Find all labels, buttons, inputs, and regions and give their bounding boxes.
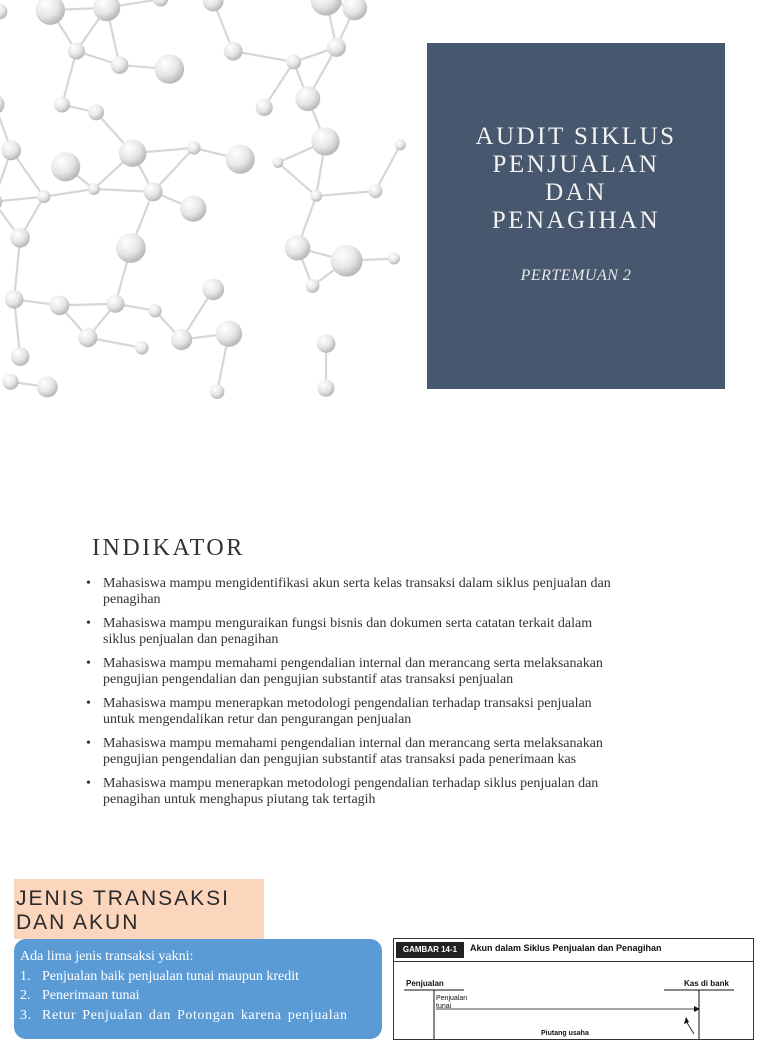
list-item <box>86 616 696 648</box>
indicator-list <box>86 576 696 816</box>
bullet-icon: • <box>86 776 91 792</box>
molecule-node <box>286 55 301 70</box>
molecule-node <box>395 139 406 150</box>
molecule-node <box>311 127 339 155</box>
molecule-node <box>37 190 50 203</box>
item-number: 3. <box>20 1006 32 1026</box>
item-line: siklus penjualan dan penagihan <box>103 632 278 647</box>
list-item <box>86 696 696 728</box>
molecule-node <box>135 341 149 355</box>
molecule-node <box>153 0 168 7</box>
heading-line: DAN AKUN <box>16 911 230 935</box>
list-item <box>86 576 696 608</box>
molecule-node <box>368 184 382 198</box>
molecule-node <box>5 290 24 309</box>
slide-title <box>427 123 725 235</box>
bullet-icon: • <box>86 656 91 672</box>
molecule-node <box>2 374 18 390</box>
molecule-node <box>0 4 7 19</box>
molecule-node <box>36 0 65 25</box>
molecule-node <box>310 190 322 202</box>
item-line: pengujian pengendalian dan pengujian substantif atas transaksi pada penerimaan kas <box>103 752 576 767</box>
list-item <box>20 967 370 987</box>
figure-badge: GAMBAR 14-1 <box>396 942 464 958</box>
molecule-node <box>327 38 346 57</box>
molecule-network-image <box>0 0 384 432</box>
title-line: PENJUALAN <box>427 151 725 179</box>
intro-text: Ada lima jenis transaksi yakni: <box>20 947 370 967</box>
item-line: Mahasiswa mampu memahami pengendalian internal dan merancang serta melaksanakan <box>103 656 603 671</box>
heading-line: JENIS TRANSAKSI <box>16 887 230 911</box>
transaction-list-box <box>14 939 382 1039</box>
title-line: DAN <box>427 179 725 207</box>
item-line: Mahasiswa mampu menerapkan metodologi pengendalian terhadap transaksi penjualan <box>103 696 592 711</box>
item-text: Penerimaan tunai <box>42 988 140 1003</box>
transaction-heading <box>16 887 230 935</box>
list-item <box>20 986 370 1006</box>
molecule-node <box>1 141 21 161</box>
molecule-node <box>88 104 104 120</box>
label-line: tunai <box>436 1003 467 1011</box>
account-piutang: Piutang usaha <box>541 1030 589 1037</box>
molecule-node <box>50 295 70 315</box>
molecule-node <box>78 328 97 347</box>
molecule-node <box>106 295 124 313</box>
accounts-figure <box>393 938 754 1040</box>
indicator-heading: INDIKATOR <box>92 535 245 562</box>
item-line: Mahasiswa mampu menguraikan fungsi bisnis dan dokumen serta catatan terkait dalam <box>103 616 592 631</box>
item-line: untuk mengendalikan retur dan pengurangan penjualan <box>103 712 411 727</box>
molecule-node <box>311 0 342 16</box>
molecule-node <box>203 279 225 301</box>
bullet-icon: • <box>86 696 91 712</box>
molecule-node <box>216 321 242 347</box>
molecule-node <box>144 182 163 201</box>
molecule-node <box>210 384 225 399</box>
item-line: Mahasiswa mampu menerapkan metodologi pengendalian terhadap siklus penjualan dan <box>103 776 598 791</box>
molecule-node <box>0 95 5 115</box>
molecule-node <box>93 0 120 21</box>
list-item <box>86 736 696 768</box>
molecule-node <box>11 347 30 366</box>
figure-title: Akun dalam Siklus Penjualan dan Penagihan <box>470 943 662 953</box>
molecule-node <box>187 141 200 154</box>
item-text: Retur Penjualan dan Potongan karena penjualan <box>42 1008 348 1023</box>
bullet-icon: • <box>86 576 91 592</box>
item-line: Mahasiswa mampu mengidentifikasi akun serta kelas transaksi dalam siklus penjualan dan <box>103 576 611 591</box>
molecule-node <box>10 228 30 248</box>
molecule-node <box>37 377 58 398</box>
molecule-node <box>388 253 400 265</box>
title-panel <box>427 43 725 389</box>
list-item <box>86 776 696 808</box>
molecule-node <box>54 97 70 113</box>
indicator-slide <box>0 478 768 838</box>
list-item <box>20 1006 370 1026</box>
item-line: penagihan <box>103 592 161 607</box>
molecule-node <box>51 152 80 181</box>
molecule-node <box>305 279 319 293</box>
molecule-node <box>317 334 336 353</box>
item-number: 1. <box>20 967 31 987</box>
label-penjualan-tunai <box>436 995 467 1011</box>
account-penjualan: Penjualan <box>406 979 444 988</box>
molecule-node <box>111 56 129 74</box>
molecule-node <box>317 380 334 397</box>
slide-subtitle: PERTEMUAN 2 <box>427 267 725 285</box>
item-line: Mahasiswa mampu memahami pengendalian internal dan merancang serta melaksanakan <box>103 736 603 751</box>
molecule-node <box>148 304 161 317</box>
molecule-node <box>256 99 273 116</box>
molecule-node <box>68 42 85 59</box>
molecule-node <box>342 0 367 20</box>
bullet-icon: • <box>86 736 91 752</box>
title-line: PENAGIHAN <box>427 207 725 235</box>
molecule-node <box>285 235 310 260</box>
item-line: penagihan untuk menghapus piutang tak tertagih <box>103 792 376 807</box>
item-text: Penjualan baik penjualan tunai maupun kredit <box>42 969 299 984</box>
transaction-types-slide <box>0 862 768 1024</box>
item-line: pengujian pengendalian dan pengujian substantif atas transaksi penjualan <box>103 672 513 687</box>
molecule-node <box>226 145 255 174</box>
molecule-node <box>171 329 192 350</box>
molecule-node <box>116 233 146 263</box>
bullet-icon: • <box>86 616 91 632</box>
molecule-node <box>331 245 363 277</box>
title-line: AUDIT SIKLUS <box>427 123 725 151</box>
molecule-node <box>203 0 224 11</box>
molecule-node <box>88 183 100 195</box>
account-kas: Kas di bank <box>684 979 729 988</box>
molecule-node <box>224 42 243 61</box>
figure-diagram <box>394 939 753 1039</box>
label-line: Penjualan <box>436 995 467 1003</box>
molecule-node <box>155 54 184 83</box>
title-slide <box>0 0 768 432</box>
molecule-node <box>0 193 2 211</box>
molecule-node <box>295 86 320 111</box>
molecule-node <box>119 139 146 166</box>
list-item <box>86 656 696 688</box>
molecule-node <box>272 157 283 168</box>
item-number: 2. <box>20 986 31 1006</box>
transaction-list <box>20 967 370 1026</box>
molecule-node <box>180 196 206 222</box>
